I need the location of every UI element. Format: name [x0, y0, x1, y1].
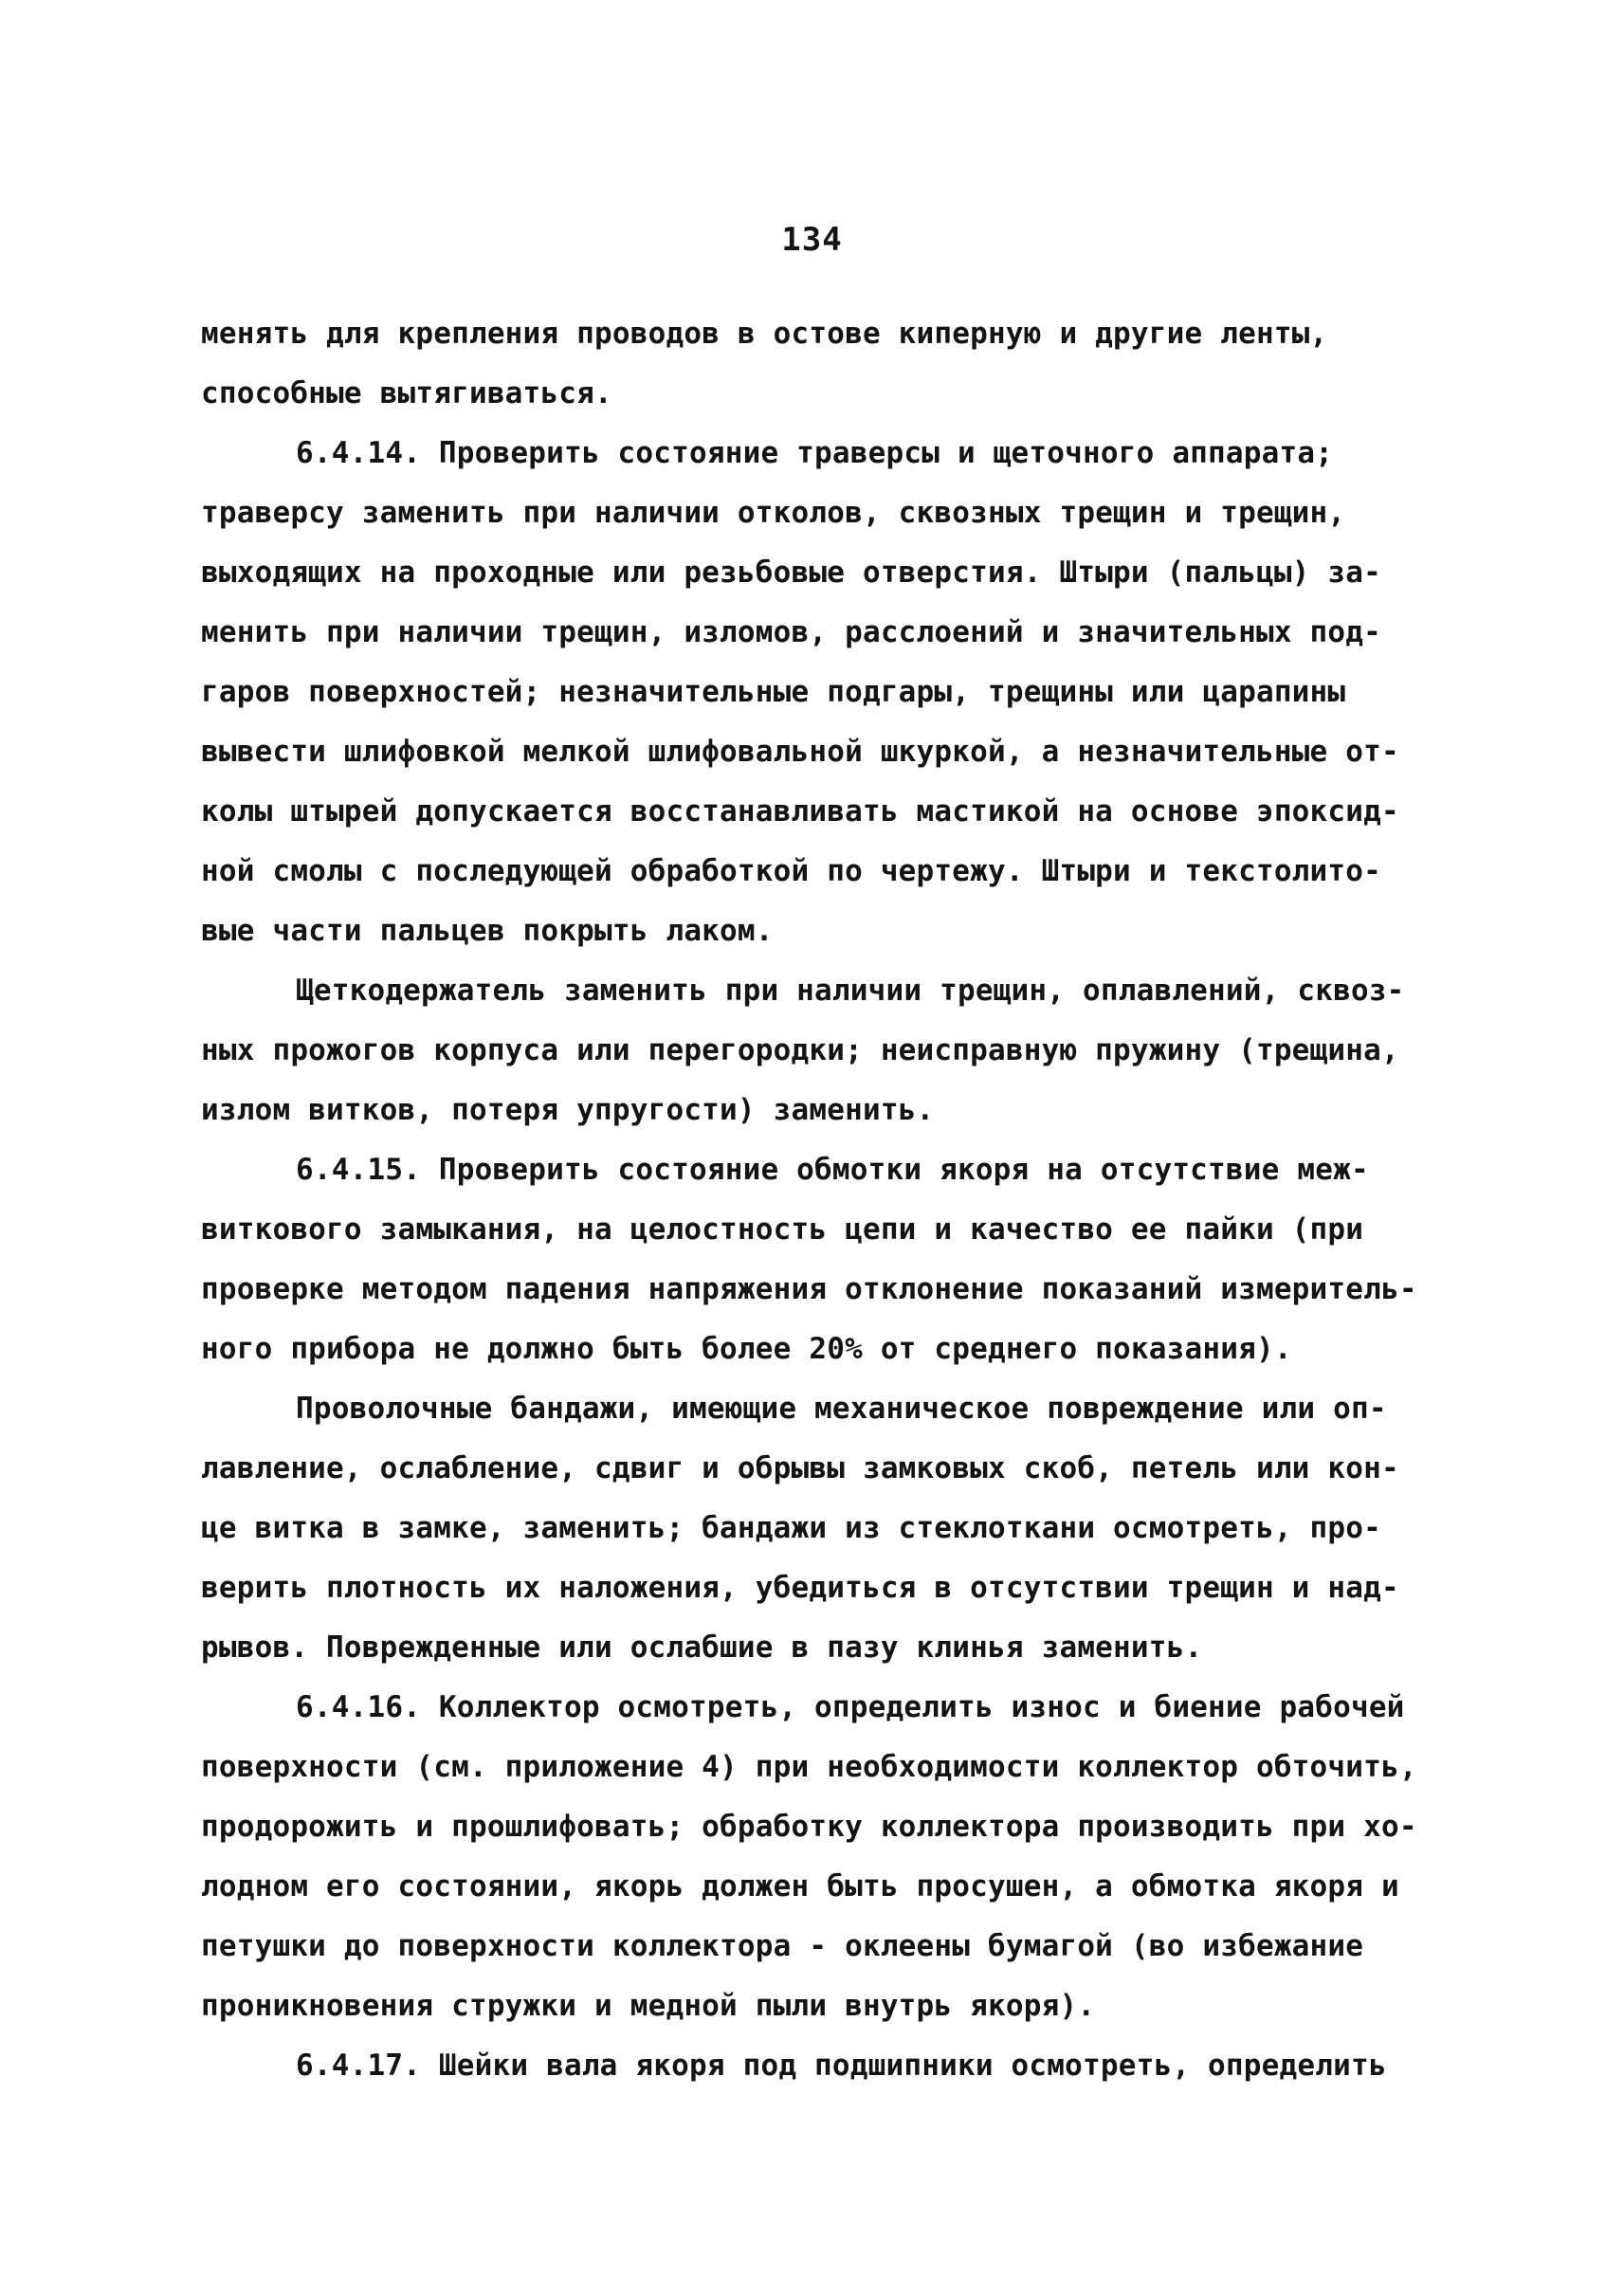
- text-line: Проволочные бандажи, имеющие механическое повреждение или оп-: [296, 1392, 1387, 1426]
- text-line: Щеткодержатель заменить при наличии трещин, оплавлений, сквоз-: [296, 974, 1405, 1008]
- text-line: 6.4.14. Проверить состояние траверсы и щеточного аппарата;: [296, 436, 1334, 470]
- text-line: колы штырей допускается восстанавливать мастикой на основе эпоксид-: [201, 794, 1399, 829]
- text-line: верить плотность их наложения, убедиться в отсутствии трещин и над-: [201, 1571, 1399, 1605]
- text-line: вывести шлифовкой мелкой шлифовальной шкуркой, а незначительные от-: [201, 735, 1399, 769]
- text-line: 6.4.17. Шейки вала якоря под подшипники осмотреть, определить: [296, 2049, 1387, 2083]
- text-line: лодном его состоянии, якорь должен быть просушен, а обмотка якоря и: [201, 1869, 1399, 1903]
- text-line: траверсу заменить при наличии отколов, сквозных трещин и трещин,: [201, 496, 1346, 530]
- text-line: гаров поверхностей; незначительные подгары, трещины или царапины: [201, 675, 1346, 709]
- text-line: лавление, ослабление, сдвиг и обрывы замковых скоб, петель или кон-: [201, 1451, 1399, 1485]
- text-line: ного прибора не должно быть более 20% от среднего показания).: [201, 1332, 1292, 1366]
- text-line: ных прожогов корпуса или перегородки; неисправную пружину (трещина,: [201, 1033, 1399, 1067]
- text-line: излом витков, потеря упругости) заменить.: [201, 1093, 935, 1127]
- text-line: 6.4.15. Проверить состояние обмотки якоря на отсутствие меж-: [296, 1153, 1369, 1187]
- text-line: выходящих на проходные или резьбовые отверстия. Штыри (пальцы) за-: [201, 556, 1381, 590]
- text-line: виткового замыкания, на целостность цепи и качество ее пайки (при: [201, 1212, 1364, 1247]
- text-line: 6.4.16. Коллектор осмотреть, определить износ и биение рабочей: [296, 1690, 1405, 1724]
- text-line: ной смолы с последующей обработкой по чертежу. Штыри и текстолито-: [201, 854, 1381, 888]
- text-line: поверхности (см. приложение 4) при необходимости коллектор обточить,: [201, 1750, 1417, 1784]
- text-line: менять для крепления проводов в остове киперную и другие ленты,: [201, 317, 1328, 351]
- text-line: проникновения стружки и медной пыли внутрь якоря).: [201, 1989, 1096, 2023]
- text-line: рывов. Поврежденные или ослабшие в пазу клинья заменить.: [201, 1630, 1203, 1665]
- text-line: способные вытягиваться.: [201, 376, 612, 410]
- text-line: вые части пальцев покрыть лаком.: [201, 914, 774, 948]
- text-line: проверке методом падения напряжения отклонение показаний измеритель-: [201, 1272, 1417, 1306]
- text-line: це витка в замке, заменить; бандажи из стеклоткани осмотреть, про-: [201, 1511, 1381, 1545]
- text-line: продорожить и прошлифовать; обработку коллектора производить при хо-: [201, 1810, 1417, 1844]
- text-line: менить при наличии трещин, изломов, расслоений и значительных под-: [201, 615, 1381, 649]
- page-number: 134: [781, 221, 843, 259]
- text-line: петушки до поверхности коллектора - оклеены бумагой (во избежание: [201, 1929, 1364, 1963]
